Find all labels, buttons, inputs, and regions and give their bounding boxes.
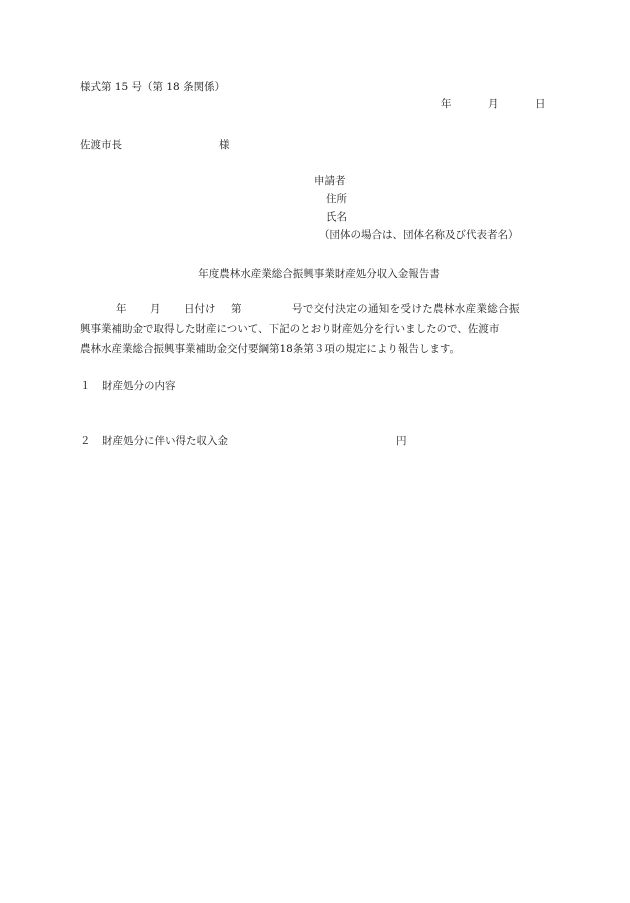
item-1-label: 財産処分の内容 [102,380,176,392]
body-line-1-text: 号で交付決定の通知を受けた農林水産業総合振 [292,303,520,315]
addressee-recipient: 佐渡市長 [80,139,122,151]
applicant-note: （団体の場合は、団体名称及び代表者名） [319,229,519,241]
item-2 [80,436,228,447]
date-day-label: 日 [535,98,546,110]
item-2-label: 財産処分に伴い得た収入金 [102,435,228,447]
date-year-label: 年 [441,98,452,110]
applicant-label: 申請者 [314,175,346,187]
body-number-prefix: 第 [231,303,242,315]
item-2-number: ２ [80,435,91,447]
applicant-address-label: 住所 [326,193,347,205]
document-title: 年度農林水産業総合振興事業財産処分収入金報告書 [198,268,440,280]
item-1-number: １ [80,380,91,392]
addressee-honorific: 様 [219,139,230,151]
date-month-label: 月 [488,98,499,110]
applicant-name-label: 氏名 [326,211,347,223]
date-field [438,99,548,111]
body-date-suffix: 日付け [184,303,216,315]
body-line-2: 興事業補助金で取得した財産について、下記のとおり財産処分を行いましたので、佐渡市 [80,323,500,335]
yen-unit: 円 [396,435,407,447]
form-number: 様式第 15 号（第 18 条関係） [80,81,226,93]
body-line-3: 農林水産業総合振興事業補助金交付要綱第18条第３項の規定により報告します。 [80,343,461,355]
item-1 [80,381,176,392]
body-month-label: 月 [150,303,161,315]
body-year-label: 年 [116,303,127,315]
